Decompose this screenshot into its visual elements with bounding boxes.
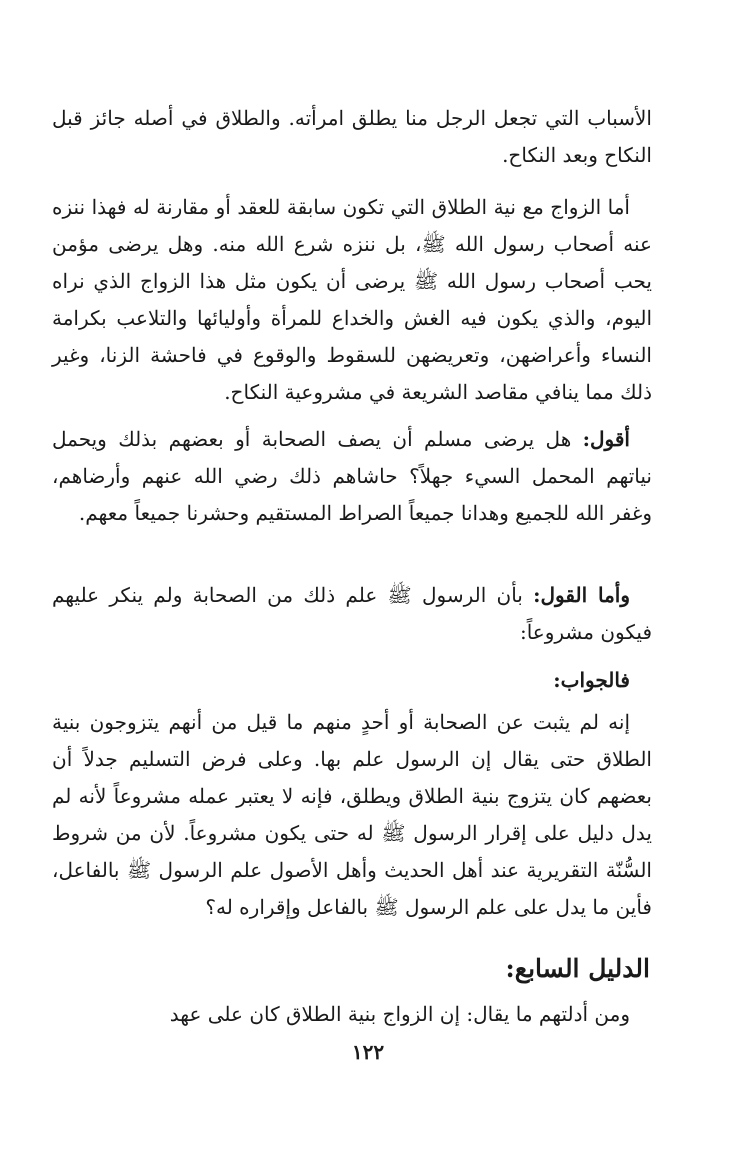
paragraph-wa-amma: [52, 577, 652, 651]
wa-amma-label: وأما القول:: [533, 583, 630, 607]
page-number: ١٢٢: [351, 1040, 385, 1064]
paragraph-intro: الأسباب التي تجعل الرجل منا يطلق امرأته. والطلاق في أصله جائز قبل النكاح وبعد النكاح.: [52, 106, 652, 167]
answer-label: فالجواب:: [553, 668, 630, 692]
paragraph-evidence-seven: ومن أدلتهم ما يقال: إن الزواج بنية الطلاق كان على عهد: [169, 1002, 630, 1026]
paragraph-aqool: [52, 421, 652, 532]
section-heading: الدليل السابع:: [505, 954, 650, 983]
paragraph-answer: إنه لم يثبت عن الصحابة أو أحدٍ منهم ما قيل من أنهم يتزوجون بنية الطلاق حتى يقال إن الرسول علم بها. وعلى فرض التسليم جدلاً أن بعضهم كان يتزوج بنية الطلاق ويطلق، فإنه لا يعتبر عمله مشروعاً لأنه لم يدل دليل على إقرار الرسول ﷺ له حتى يكون مشروعاً. لأن من شروط السُّنّة التقريرية عند أهل الحديث وأهل الأصول علم الرسول ﷺ بالفاعل، فأين ما يدل على علم الرسول ﷺ بالفاعل وإقراره له؟: [52, 710, 652, 919]
aqool-label: أقول:: [582, 427, 630, 451]
wa-amma-text: بأن الرسول ﷺ علم ذلك من الصحابة ولم ينكر عليهم فيكون مشروعاً:: [52, 583, 652, 644]
aqool-text: هل يرضى مسلم أن يصف الصحابة أو بعضهم بذلك ويحمل نياتهم المحمل السيء جهلاً؟ حاشاهم ذلك رضي الله عنهم وأرضاهم، وغفر الله للجميع وهدانا جميعاً الصراط المستقيم وحشرنا جميعاً معهم.: [52, 427, 652, 525]
paragraph-marriage-intent: أما الزواج مع نية الطلاق التي تكون سابقة للعقد أو مقارنة له فهذا ننزه عنه أصحاب رسول الله ﷺ، بل ننزه شرع الله منه. وهل يرضى مؤمن يحب أصحاب رسول الله ﷺ يرضى أن يكون مثل هذا الزواج الذي نراه اليوم، والذي يكون فيه الغش والخداع للمرأة وأوليائها والتلاعب بكرامة النساء وأعراضهن، وتعريضهن للسقوط والوقوع في فاحشة الزنا، وغير ذلك مما ينافي مقاصد الشريعة في مشروعية النكاح.: [52, 195, 652, 404]
